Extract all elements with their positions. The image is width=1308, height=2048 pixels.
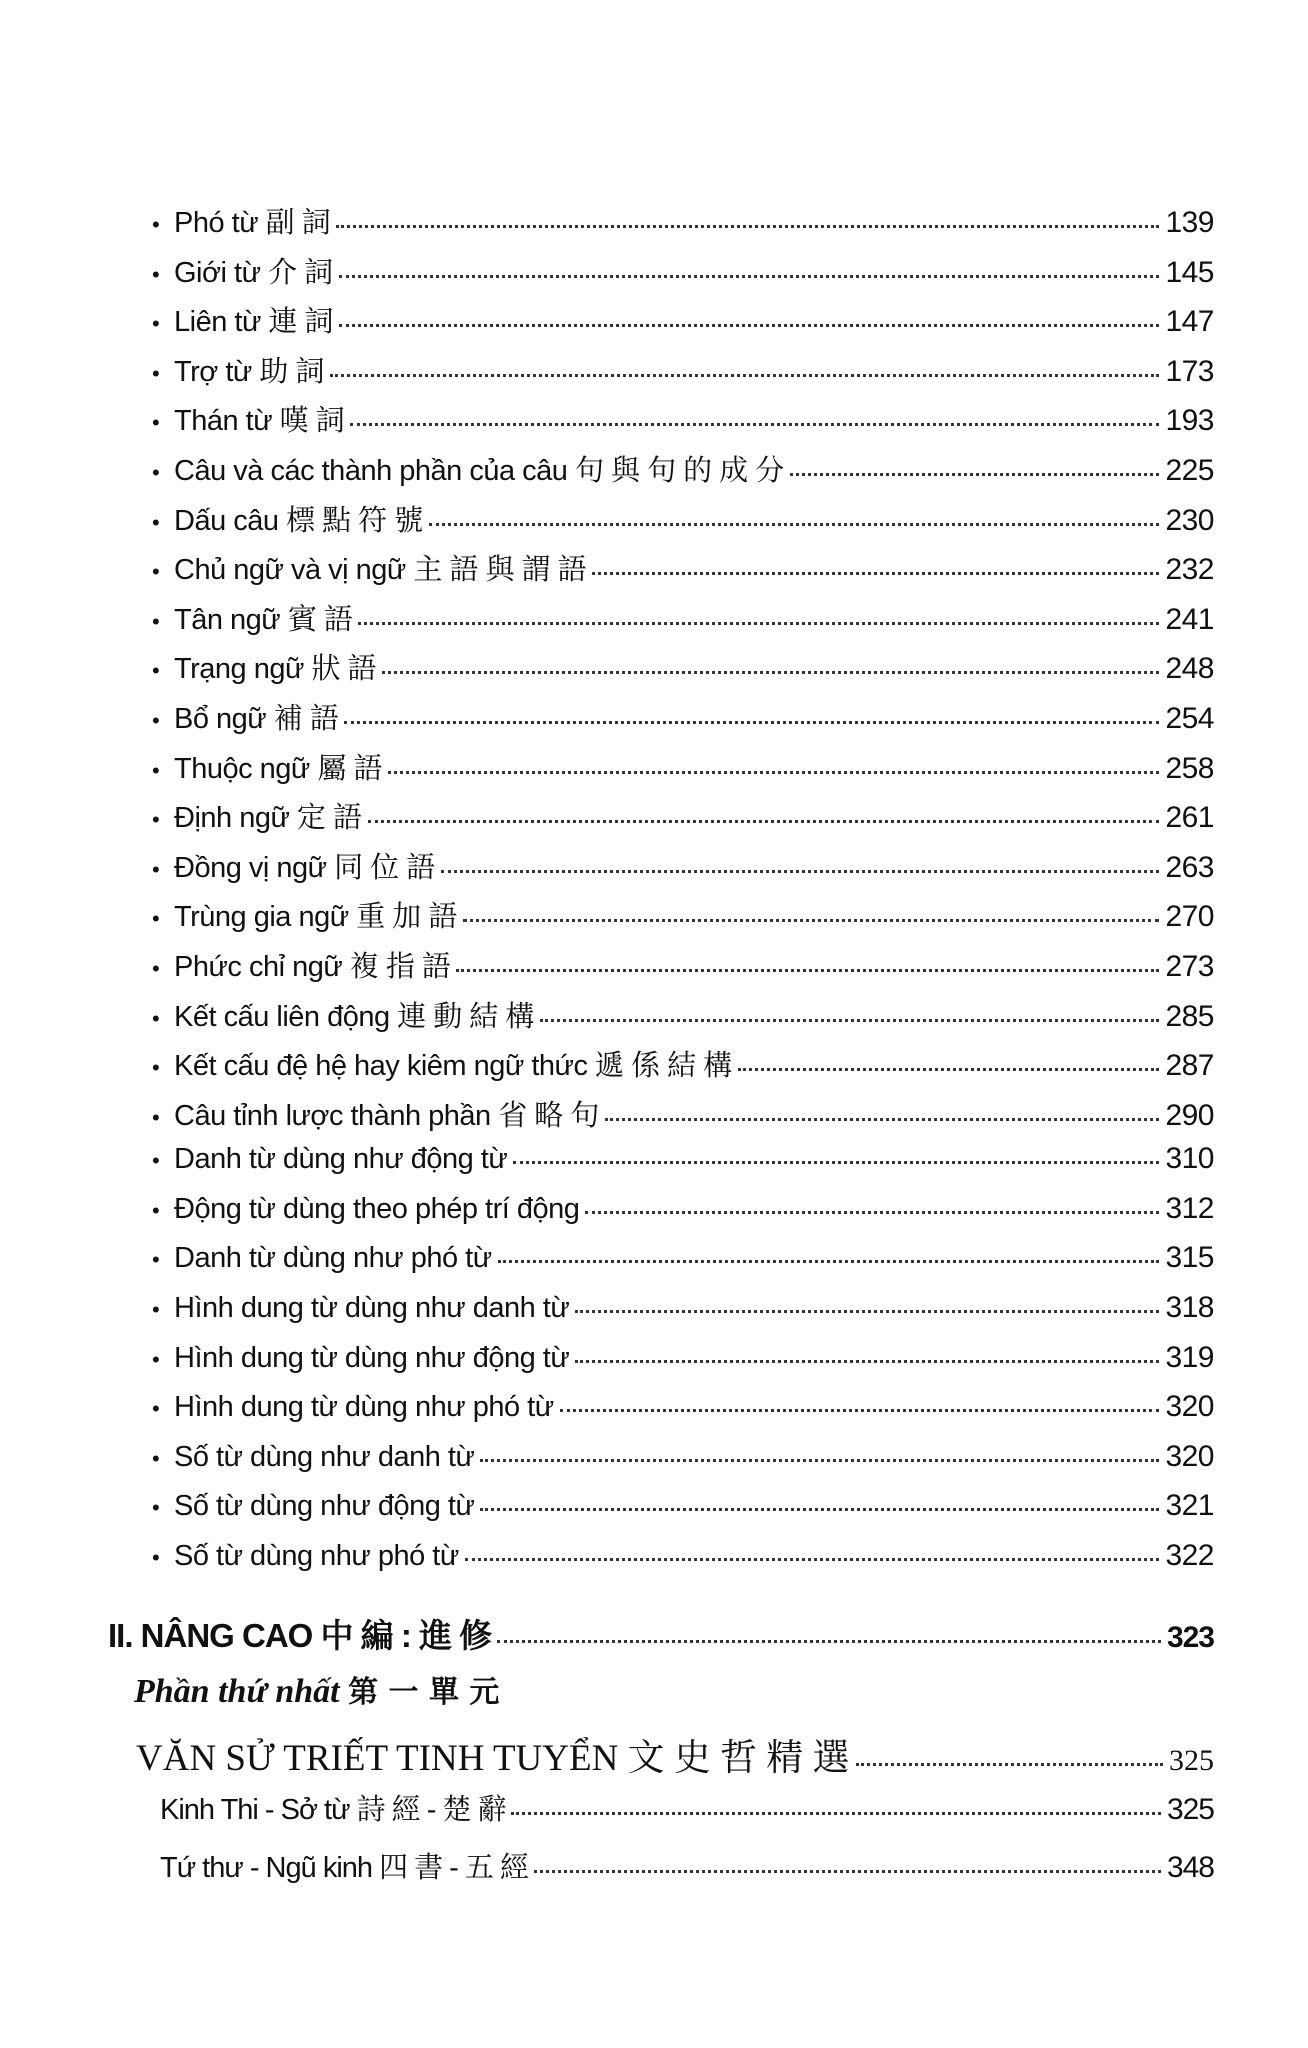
toc-entry[interactable] (152, 299, 1214, 349)
dot-leader (605, 1118, 1160, 1121)
dot-leader (540, 1019, 1160, 1022)
dot-leader (575, 1360, 1159, 1363)
dot-leader (498, 1260, 1160, 1263)
toc-entry[interactable] (152, 894, 1214, 944)
entry-label: Trạng ngữ 狀 語 (174, 653, 377, 686)
page-number: 261 (1165, 801, 1214, 835)
page-number: 139 (1165, 206, 1214, 239)
entry-label: Dấu câu 標 點 符 號 (174, 504, 423, 537)
page-number: 319 (1165, 1340, 1214, 1374)
entry-label: Định ngữ 定 語 (174, 802, 362, 835)
dot-leader (339, 324, 1159, 327)
bullet-icon: • (152, 410, 160, 436)
dot-leader (429, 523, 1160, 526)
entry-label: Số từ dùng như phó từ (174, 1540, 459, 1573)
entry-label: Kết cấu liên động 連 動 結 構 (174, 1000, 534, 1033)
entry-label: Trợ từ 助 詞 (174, 355, 324, 388)
dot-leader (441, 870, 1160, 873)
toc-entry[interactable] (152, 944, 1214, 994)
entry-label: Thán từ 嘆 詞 (174, 405, 345, 438)
dot-leader (339, 275, 1160, 278)
page-number: 322 (1165, 1539, 1214, 1573)
toc-subitem[interactable] (160, 1787, 1214, 1828)
toc-entry[interactable] (152, 845, 1214, 895)
entry-label: Danh từ dùng như động từ (174, 1143, 508, 1176)
entry-label: Phó từ 副 詞 (174, 207, 331, 239)
toc-entry[interactable] (152, 349, 1214, 399)
entry-label: Câu và các thành phần của câu 句 與 句 的 成 分 (174, 454, 784, 487)
dot-leader (738, 1068, 1160, 1071)
page-number: 318 (1165, 1291, 1214, 1325)
entry-label: Số từ dùng như động từ (174, 1490, 475, 1523)
page-number: 258 (1165, 751, 1214, 785)
bullet-icon: • (152, 707, 160, 733)
toc-entry[interactable] (152, 1142, 1214, 1192)
bullet-icon: • (152, 1396, 160, 1422)
page-number: 285 (1165, 999, 1214, 1033)
dot-leader (382, 671, 1159, 674)
dot-leader (575, 1310, 1159, 1313)
toc-entry[interactable] (152, 1390, 1214, 1440)
part-cjk: 第 一 單 元 (348, 1675, 500, 1710)
page-number: 320 (1165, 1390, 1214, 1424)
dot-leader (358, 622, 1159, 625)
bullet-icon: • (152, 559, 160, 585)
page-number: 315 (1165, 1241, 1214, 1275)
page-number: 248 (1165, 652, 1214, 686)
page-number: 310 (1165, 1142, 1214, 1176)
toc-entry[interactable] (152, 448, 1214, 498)
page-number: 312 (1165, 1191, 1214, 1225)
part-label: Phần thứ nhất (134, 1673, 340, 1710)
dot-leader (388, 771, 1159, 774)
page-number: 273 (1165, 949, 1214, 983)
dot-leader (592, 572, 1159, 575)
entry-label: Bổ ngữ 補 語 (174, 702, 339, 735)
dot-leader (330, 374, 1159, 377)
toc-entry[interactable] (152, 1489, 1214, 1539)
bullet-icon: • (152, 955, 160, 981)
page-number: 325 (1166, 1793, 1214, 1826)
bullet-icon: • (152, 1005, 160, 1031)
page-number: 321 (1165, 1489, 1214, 1523)
dot-leader (790, 473, 1160, 476)
toc-entry[interactable] (152, 646, 1214, 696)
dot-leader (856, 1763, 1163, 1766)
dot-leader (513, 1161, 1159, 1164)
bullet-icon: • (152, 1445, 160, 1471)
entry-label: Liên từ 連 詞 (174, 306, 333, 339)
dot-leader (480, 1459, 1159, 1462)
dot-leader (534, 1870, 1161, 1873)
toc-entry[interactable] (152, 597, 1214, 647)
page-number: 230 (1165, 503, 1214, 537)
bullet-icon: • (152, 807, 160, 833)
bullet-icon: • (152, 1055, 160, 1081)
dot-leader (336, 225, 1159, 228)
section-label: II. NÂNG CAO 中 編 : 進 修 (108, 1617, 492, 1654)
entry-label: Thuộc ngữ 屬 語 (174, 752, 382, 785)
page-number: 320 (1165, 1439, 1214, 1473)
dot-leader (350, 423, 1159, 426)
page-number: 225 (1165, 453, 1214, 487)
toc-entry[interactable] (152, 547, 1214, 597)
dot-leader (463, 919, 1160, 922)
entry-label: Câu tỉnh lược thành phần 省 略 句 (174, 1099, 599, 1132)
entry-label: Phức chỉ ngữ 複 指 語 (174, 950, 451, 983)
toc-entry[interactable] (152, 1093, 1214, 1143)
toc-section-2[interactable] (108, 1610, 1214, 1657)
dot-leader (585, 1211, 1159, 1214)
toc-entry[interactable] (152, 1291, 1214, 1341)
entry-label: Số từ dùng như danh từ (174, 1440, 475, 1473)
bullet-icon: • (152, 658, 160, 684)
bullet-icon: • (152, 1148, 160, 1174)
page-number: 263 (1165, 850, 1214, 884)
page-number: 254 (1165, 701, 1214, 735)
page-number: 145 (1165, 255, 1214, 289)
dot-leader (368, 820, 1160, 823)
bullet-icon: • (152, 1197, 160, 1223)
toc-entry[interactable] (152, 1241, 1214, 1291)
bullet-icon: • (152, 1545, 160, 1571)
toc-entry[interactable] (152, 398, 1214, 448)
dot-leader (456, 969, 1159, 972)
subitem-label: Tứ thư - Ngũ kinh 四 書 - 五 經 (160, 1852, 528, 1884)
toc-entry[interactable] (152, 696, 1214, 746)
toc-entry[interactable] (152, 200, 1214, 250)
page-number: 348 (1166, 1851, 1214, 1884)
bullet-icon: • (152, 856, 160, 882)
page-number: 193 (1165, 404, 1214, 438)
toc-entry[interactable] (152, 1440, 1214, 1490)
entry-label: Đồng vị ngữ 同 位 語 (174, 851, 435, 884)
entry-label: Hình dung từ dùng như động từ (174, 1341, 570, 1374)
page-number: 290 (1165, 1098, 1214, 1132)
page-number: 287 (1165, 1049, 1214, 1083)
bullet-icon: • (152, 1247, 160, 1273)
page-number: 325 (1169, 1744, 1214, 1777)
bullet-icon: • (152, 1297, 160, 1323)
page-number: 270 (1165, 900, 1214, 934)
bullet-icon: • (152, 1346, 160, 1372)
entry-label: Chủ ngữ và vị ngữ 主 語 與 謂 語 (174, 554, 587, 587)
toc-subitem[interactable] (160, 1845, 1214, 1886)
page-number: 232 (1165, 553, 1214, 587)
bullet-icon: • (152, 261, 160, 287)
toc-chapter[interactable] (136, 1727, 1214, 1781)
dot-leader (344, 721, 1159, 724)
bullet-icon: • (152, 906, 160, 932)
bullet-icon: • (152, 509, 160, 535)
toc-entry[interactable] (152, 1539, 1214, 1589)
toc-entry[interactable] (152, 746, 1214, 796)
page-number: 173 (1165, 354, 1214, 388)
entry-label: Giới từ 介 詞 (174, 256, 333, 289)
page-number: 323 (1166, 1621, 1214, 1654)
chapter-label: VĂN SỬ TRIẾT TINH TUYỂN 文 史 哲 精 選 (136, 1738, 850, 1779)
entry-label: Động từ dùng theo phép trí động (174, 1192, 580, 1225)
bullet-icon: • (152, 360, 160, 386)
page-number: 241 (1165, 602, 1214, 636)
toc-entry[interactable] (152, 1192, 1214, 1242)
entry-label: Hình dung từ dùng như danh từ (174, 1292, 570, 1325)
dot-leader (497, 1640, 1161, 1643)
toc-entry[interactable] (152, 795, 1214, 845)
bullet-icon: • (152, 311, 160, 337)
subitem-label: Kinh Thi - Sở từ 詩 經 - 楚 辭 (160, 1794, 506, 1826)
toc-list (152, 200, 1214, 1589)
bullet-icon: • (152, 757, 160, 783)
toc-entry[interactable] (152, 994, 1214, 1044)
bullet-icon: • (152, 212, 160, 237)
dot-leader (480, 1508, 1159, 1511)
dot-leader (511, 1812, 1160, 1815)
entry-label: Trùng gia ngữ 重 加 語 (174, 901, 457, 934)
toc-entry[interactable] (152, 250, 1214, 300)
bullet-icon: • (152, 1495, 160, 1521)
dot-leader (465, 1558, 1160, 1561)
toc-entry[interactable] (152, 1341, 1214, 1391)
bullet-icon: • (152, 459, 160, 485)
entry-label: Kết cấu đệ hệ hay kiêm ngữ thức 遞 係 結 構 (174, 1050, 732, 1083)
dot-leader (560, 1409, 1160, 1412)
entry-label: Danh từ dùng như phó từ (174, 1242, 492, 1275)
bullet-icon: • (152, 1104, 160, 1130)
page-number: 147 (1165, 305, 1214, 339)
toc-entry[interactable] (152, 1043, 1214, 1093)
entry-label: Tân ngữ 賓 語 (174, 603, 353, 636)
entry-label: Hình dung từ dùng như phó từ (174, 1391, 554, 1424)
toc-entry[interactable] (152, 498, 1214, 548)
part-heading (134, 1667, 499, 1711)
bullet-icon: • (152, 608, 160, 634)
